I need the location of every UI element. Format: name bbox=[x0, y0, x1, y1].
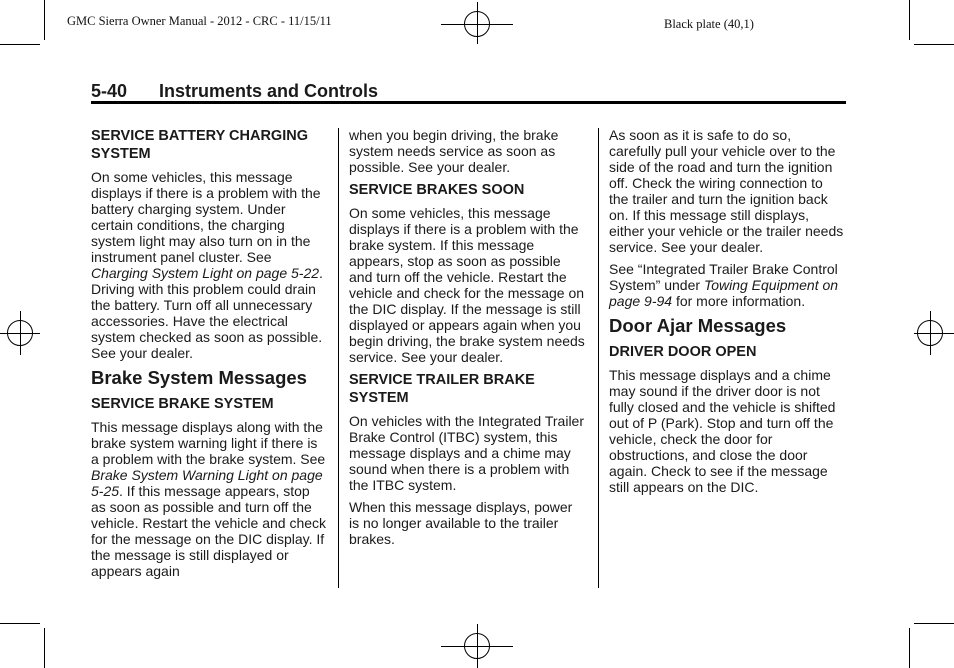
header-rule bbox=[91, 101, 846, 104]
crop-mark-bottom-left-h bbox=[0, 623, 40, 624]
paragraph-see-also: See “Integrated Trailer Brake Control System” under Towing Equipment on page 9-94 for more information. bbox=[609, 261, 839, 309]
crop-mark-top-left-h bbox=[0, 44, 40, 45]
heading-door-ajar-messages: Door Ajar Messages bbox=[609, 315, 787, 336]
heading-service-brake-system: SERVICE BRAKE SYSTEM bbox=[91, 396, 274, 412]
heading-service-brakes-soon: SERVICE BRAKES SOON bbox=[349, 182, 525, 198]
paragraph-trailer-1: On vehicles with the Integrated Trailer Brake Control (ITBC) system, this message displays and a chime may sound when there is a problem with the ITBC system. bbox=[349, 413, 585, 493]
paragraph-trailer-2: When this message displays, power is no longer available to the trailer brakes. bbox=[349, 499, 573, 547]
paragraph-driver-door: This message displays and a chime may sound if the driver door is not fully closed and the vehicle is shifted out of P (Park). Stop and turn off the vehicle, check the door for obstructions, and close the door again. Check to see if the message still appears on the DIC. bbox=[609, 367, 836, 495]
slug-left: GMC Sierra Owner Manual - 2012 - CRC - 11/15/11 bbox=[67, 14, 332, 28]
heading-service-trailer-brake: SERVICE TRAILER BRAKE SYSTEM bbox=[349, 372, 535, 406]
page-number: 5-40 bbox=[91, 81, 128, 101]
column-3 bbox=[609, 127, 845, 501]
cross-reference-link: Charging System Light on page 5-22 bbox=[91, 265, 320, 281]
cross-reference-link: Brake System Warning Light on page 5-25 bbox=[91, 467, 323, 499]
column-1 bbox=[91, 127, 327, 585]
column-2 bbox=[349, 127, 585, 553]
crop-mark-bottom-right-h bbox=[914, 623, 954, 624]
paragraph-continued: As soon as it is safe to do so, carefully pull your vehicle over to the side of the road and turn the ignition off. Check the wiring connection to the trailer and turn the ignition back on. If this message still displays, either your vehicle or the trailer needs service. See your dealer. bbox=[609, 127, 844, 255]
crop-mark-top-right-v bbox=[909, 0, 910, 40]
heading-brake-system-messages: Brake System Messages bbox=[91, 367, 307, 388]
column-divider bbox=[598, 128, 599, 588]
heading-driver-door-open: DRIVER DOOR OPEN bbox=[609, 344, 757, 360]
heading-service-battery: SERVICE BATTERY CHARGING SYSTEM bbox=[91, 128, 308, 162]
paragraph-brakes-soon: On some vehicles, this message displays if there is a problem with the brake system. If this message appears, stop as soon as possible and turn off the vehicle. Restart the vehicle and check for the message on the DIC display. If the message is still displayed or appears again when you begin driving, the brake system needs service. See your dealer. bbox=[349, 205, 585, 365]
slug-right: Black plate (40,1) bbox=[664, 17, 754, 31]
paragraph-battery: On some vehicles, this message displays if there is a problem with the battery charging system. Under certain conditions, the charging system light may also turn on in the instrument panel cluster. See Charging System Light on page 5-22. Driving with this problem could drain the battery. Turn off all unnecessary accessories. Have the electrical system checked as soon as possible. See your dealer. bbox=[91, 169, 323, 361]
cross-reference-link: Towing Equipment on page 9-94 bbox=[609, 277, 839, 309]
paragraph-brake-system: This message displays along with the brake system warning light if there is a problem with the brake system. See Brake System Warning Light on page 5-25. If this message appears, stop as soon as possible and turn off the vehicle. Restart the vehicle and check for the message on the DIC display. If the message is still displayed or appears again bbox=[91, 419, 327, 579]
crop-mark-top-right-h bbox=[914, 44, 954, 45]
paragraph-continued: when you begin driving, the brake system needs service as soon as possible. See your dealer. bbox=[349, 127, 559, 175]
crop-mark-bottom-right-v bbox=[909, 628, 910, 668]
crop-mark-bottom-left-v bbox=[44, 628, 45, 668]
column-divider bbox=[338, 128, 339, 588]
crop-mark-top-left-v bbox=[44, 0, 45, 40]
section-title: Instruments and Controls bbox=[159, 81, 379, 101]
